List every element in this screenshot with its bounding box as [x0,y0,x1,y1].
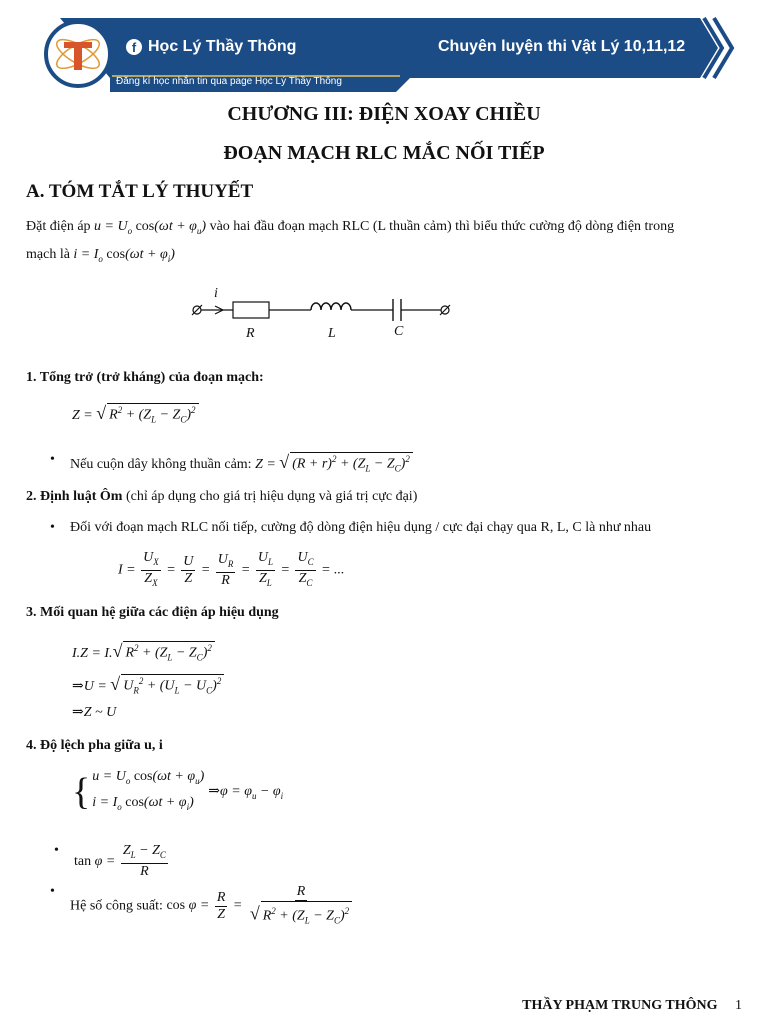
bullet-tan: • tan φ = $\frac{Z_L - Z_C}{R}$ [74,843,170,880]
page-number: 1 [735,998,742,1013]
chapter-title: CHƯƠNG III: ĐIỆN XOAY CHIỀU [227,103,541,125]
label-l: L [328,326,336,341]
footer-author: THẦY PHẠM TRUNG THÔNG [522,998,718,1013]
header-banner [0,0,768,100]
heading-impedance: 1. Tổng trở (trở kháng) của đoạn mạch: [26,370,264,385]
label-current: i [214,286,218,301]
heading-phase: 4. Độ lệch pha giữa u, i [26,738,163,753]
heading-ohm [26,489,417,505]
voltage-formula: $u = U_o$ $\cos(\omega t + \varphi_u)$ [94,219,207,236]
formula-iz: I.Z = I.√ $R^2 + (Z_L - Z_C)^2$ [72,641,215,663]
bullet-text-coil: Nếu cuộn dây không thuần cảm: [70,457,252,472]
intro-text-3: mạch là [26,247,70,262]
logo-icon [44,20,112,88]
subline: Đăng kí học nhắn tin qua page Học Lý Thầy Thông [116,76,342,87]
bullet-ohm: • Đối với đoạn mạch RLC nối tiếp, cường độ dòng điện hiệu dụng / cực đại chạy qua R, L, C là như nhau [70,520,750,536]
tagline: Chuyên luyện thi Vật Lý 10,11,12 [438,38,686,55]
footer [522,998,742,1014]
brand-label: Học Lý Thầy Thông [148,38,297,55]
intro-paragraph [26,217,746,241]
formula-ohm: I = $\frac{U_X}{Z_X}$ = $\frac{U}{Z}$ = $\frac{U_R}{R}$ = $\frac{U_L}{Z_L}$ = $\frac{U_C}{Z_C}$ = ... [118,550,345,588]
current-formula: $i = I_o$ $\cos(\omega t + \varphi_i)$ [73,247,175,264]
formula-u: ⇒U = √ $U_R^2 + (U_L - U_C)^2$ [72,674,224,696]
intro-text-2: vào hai đầu đoạn mạch RLC (L thuần cảm) thì biểu thức cường độ dòng điện trong [209,219,675,234]
power-factor-label: Hệ số công suất: [70,898,163,914]
topic-title: ĐOẠN MẠCH RLC MẮC NỐI TIẾP [223,142,545,164]
label-c: C [394,324,404,339]
rlc-circuit-diagram [185,282,465,346]
brand-link[interactable] [126,38,296,56]
label-r: R [246,326,255,341]
facebook-icon: f [126,39,142,55]
heading-voltage-relation: 3. Mối quan hệ giữa các điện áp hiệu dụng [26,605,279,620]
formula-impedance: Z = √ $R^2 + (Z_L - Z_C)^2$ [72,403,199,425]
formula-phase-system: { $u = U_o$ $\cos(\omega t + \varphi_u)$ $i = I_o$ $\cos(\omega t + \varphi_i)$ ⇒φ = $\varphi_u - \varphi_i$ [72,769,284,813]
bullet-nonideal-coil: • Nếu cuộn dây không thuần cảm: Z = √ $(R + r)^2 + (Z_L - Z_C)^2$ [70,452,413,474]
heading-ohm-rest: (chỉ áp dụng cho giá trị hiệu dụng và giá trị cực đại) [125,489,418,504]
bullet-power-factor: • Hệ số công suất: cos φ = $\frac{R}{Z}$ = $\frac{R}{√ R^2 + (Z_L - Z_C)^2}$ [70,884,356,928]
intro-text-1: Đặt điện áp [26,219,91,234]
section-heading: A. TÓM TẮT LÝ THUYẾT [26,181,254,202]
intro-line-2 [26,245,175,269]
heading-ohm-bold: 2. Định luật Ôm [26,489,123,504]
formula-proportional: ⇒Z ~ U [72,705,117,720]
